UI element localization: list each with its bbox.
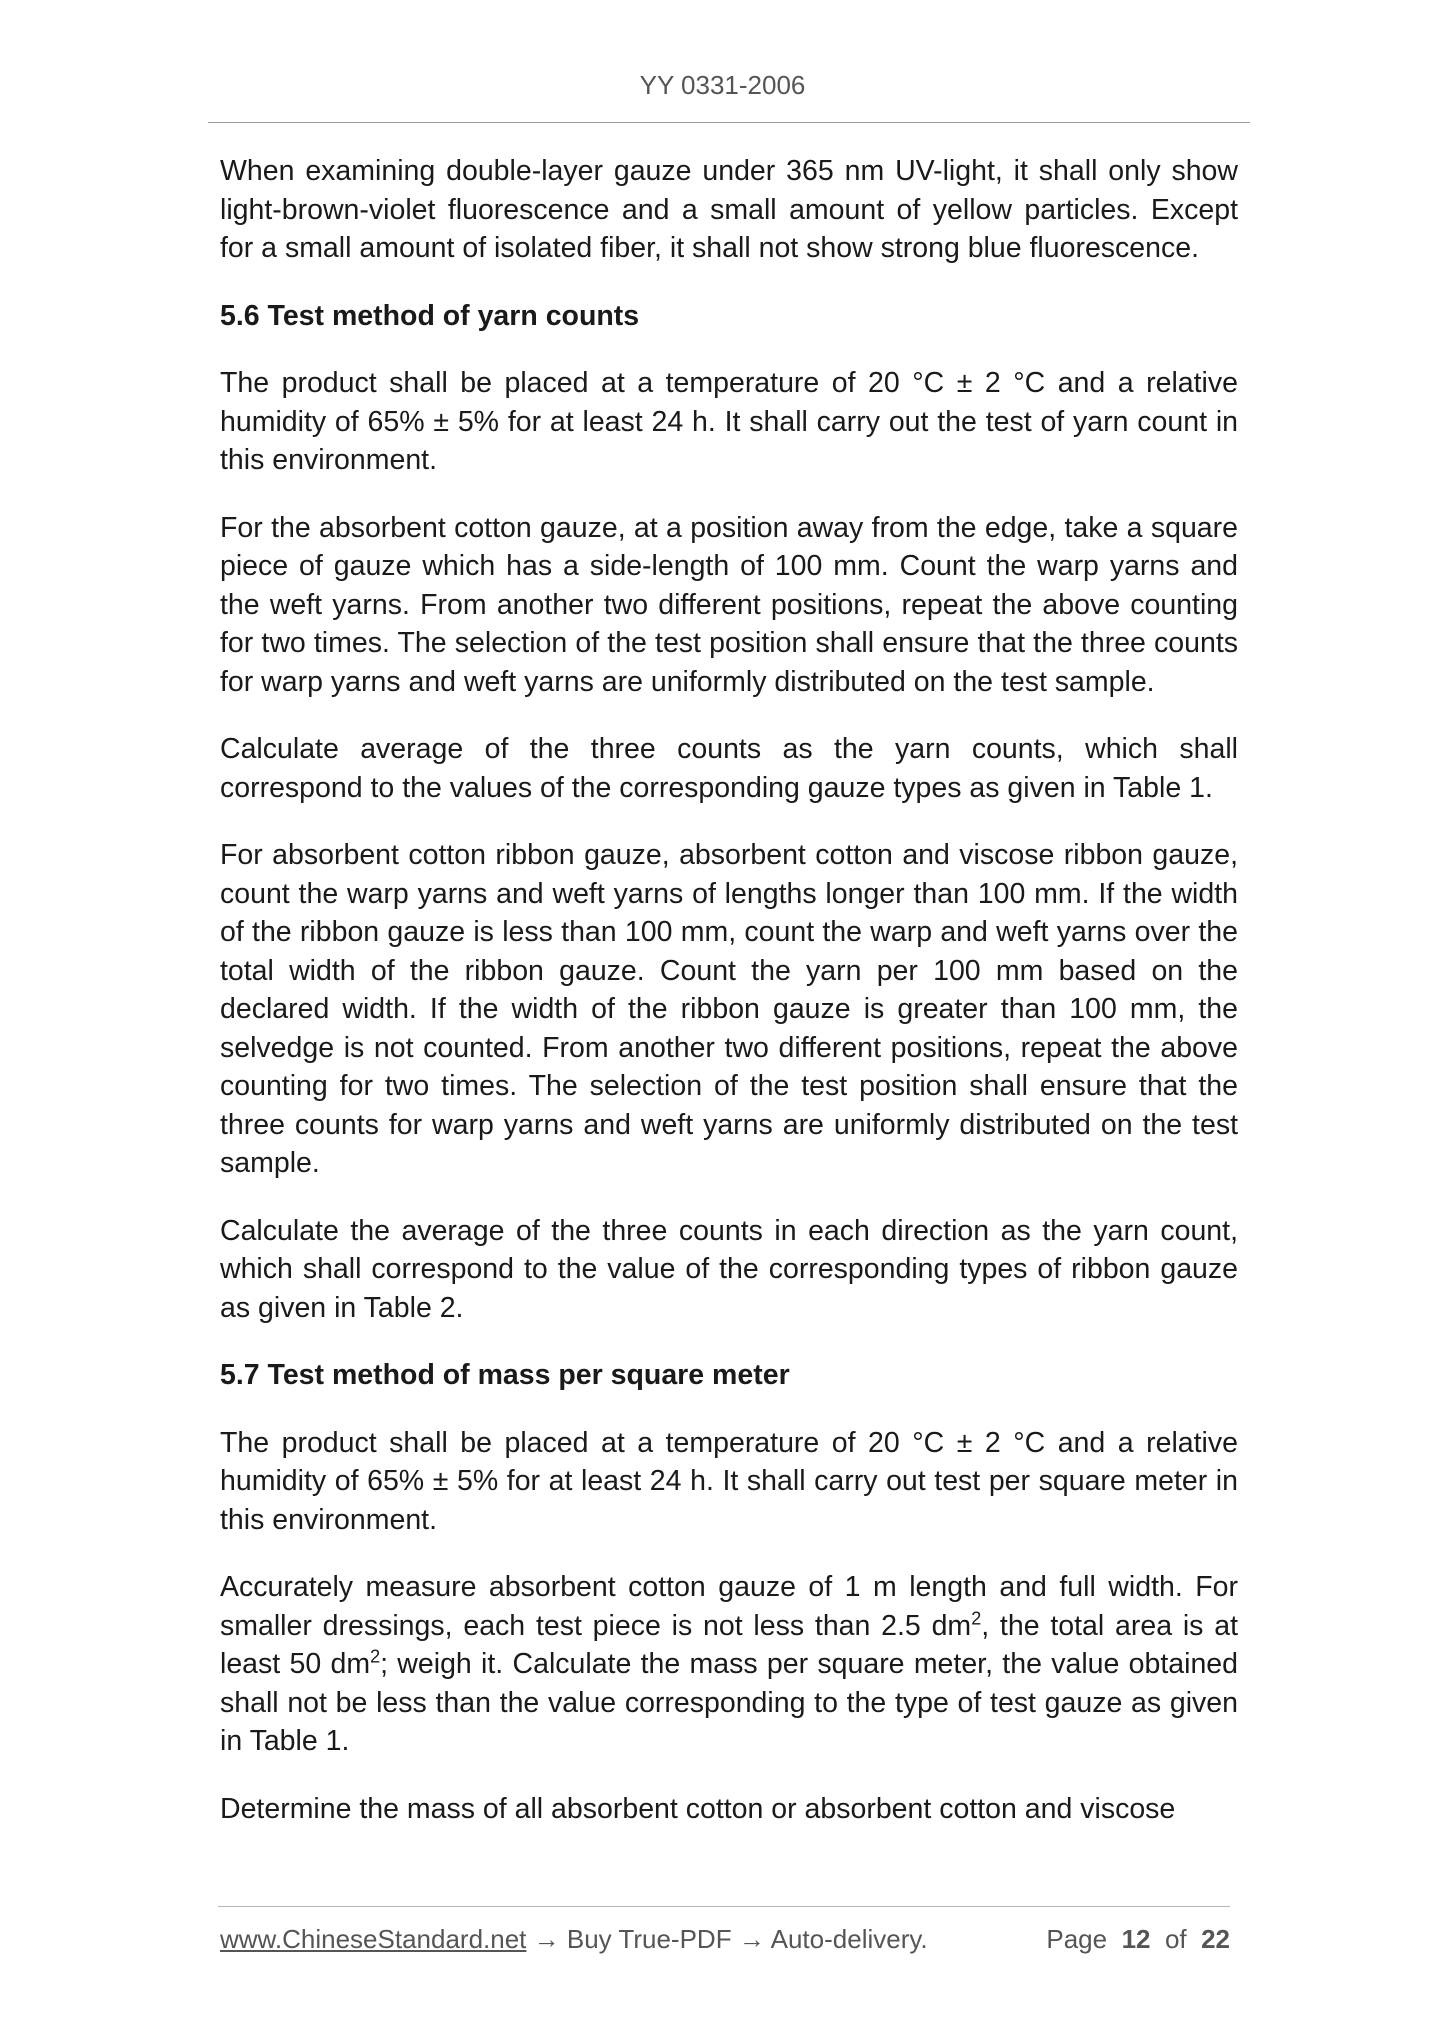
paragraph-average-table1: Calculate average of the three counts as the yarn counts, which shall correspond to the values of the corresponding gauze types as given in Table 1. (220, 733, 1238, 804)
text-run: ; weigh it. Calculate the mass per square meter, the value obtained shall not be less than the value corresponding to the type of test gauze as given in Table 1. (220, 1648, 1238, 1757)
superscript: 2 (971, 1608, 982, 1628)
paragraph-gauze-counting: For the absorbent cotton gauze, at a position away from the edge, take a square piece of gauze which has a side-length of 100 mm. Count the warp yarns and the weft yarns. From another two different positions, repeat the above counting for two times. The selection of the test position shall ensure that the three counts for warp yarns and weft yarns are uniformly distributed on the test sample. (220, 511, 1238, 698)
paragraph-measure-mass (220, 1568, 1238, 1761)
paragraph-conditioning-yarn: The product shall be placed at a temperature of 20 °C ± 2 °C and a relative humidity of 65% ± 5% for at least 24 h. It shall carry out the test of yarn count in this environment. (220, 367, 1238, 476)
footer-divider (218, 1906, 1230, 1907)
footer-promo (220, 1924, 928, 1955)
website-link[interactable]: www.ChineseStandard.net (220, 1924, 527, 1954)
section-heading-5-6: 5.6 Test method of yarn counts (220, 299, 640, 332)
arrow-icon: → (533, 1924, 560, 1954)
paragraph-average-table2: Calculate the average of the three counts in each direction as the yarn count, which shall correspond to the value of the corresponding types of ribbon gauze as given in Table 2. (220, 1214, 1238, 1324)
superscript: 2 (370, 1646, 381, 1667)
paragraph-ribbon-gauze: For absorbent cotton ribbon gauze, absorbent cotton and viscose ribbon gauze, count the warp yarns and weft yarns of lengths longer than 100 mm. If the width of the ribbon gauze is less than 100 mm, count the warp and weft yarns over the total width of the ribbon gauze. Count the yarn per 100 mm based on the declared width. If the width of the ribbon gauze is greater than 100 mm, the selvedge is not counted. From another two different positions, repeat the above counting for two times. The selection of the test position shall ensure that the three counts for warp yarns and weft yarns are uniformly distributed on the test sample. (220, 839, 1238, 1179)
buy-text: Buy True-PDF (566, 1924, 732, 1954)
paragraph-uv-fluorescence: When examining double-layer gauze under 365 nm UV-light, it shall only show light-brown-violet fluorescence and a small amount of yellow particles. Except for a small amount of isolated fiber, it shall not show strong blue fluorescence. (220, 155, 1238, 264)
arrow-icon: → (738, 1924, 765, 1954)
text-run: Accurately measure absorbent cotton gauze of 1 m length and full width. For smaller dressings, each test piece is not less than 2.5 dm (220, 1571, 1238, 1642)
page-number: 12 (1121, 1924, 1151, 1954)
total-pages: 22 (1201, 1924, 1230, 1954)
page-body (220, 152, 1238, 1857)
paragraph-determine-mass: Determine the mass of all absorbent cotton or absorbent cotton and viscose (220, 1792, 1176, 1825)
section-heading-5-7: 5.7 Test method of mass per square meter (220, 1359, 790, 1391)
paragraph-conditioning-mass: The product shall be placed at a temperature of 20 °C ± 2 °C and a relative humidity of 65% ± 5% for at least 24 h. It shall carry out test per square meter in this environment. (220, 1426, 1238, 1536)
page-indicator (1046, 1924, 1230, 1955)
document-id: YY 0331-2006 (639, 70, 806, 100)
running-header (0, 70, 1445, 101)
delivery-text: Auto-delivery. (770, 1924, 928, 1954)
of-label: of (1164, 1924, 1187, 1954)
text-run: , the total area is at least 50 dm (220, 1609, 1239, 1680)
page-label: Page (1046, 1924, 1108, 1954)
header-divider (208, 122, 1250, 123)
